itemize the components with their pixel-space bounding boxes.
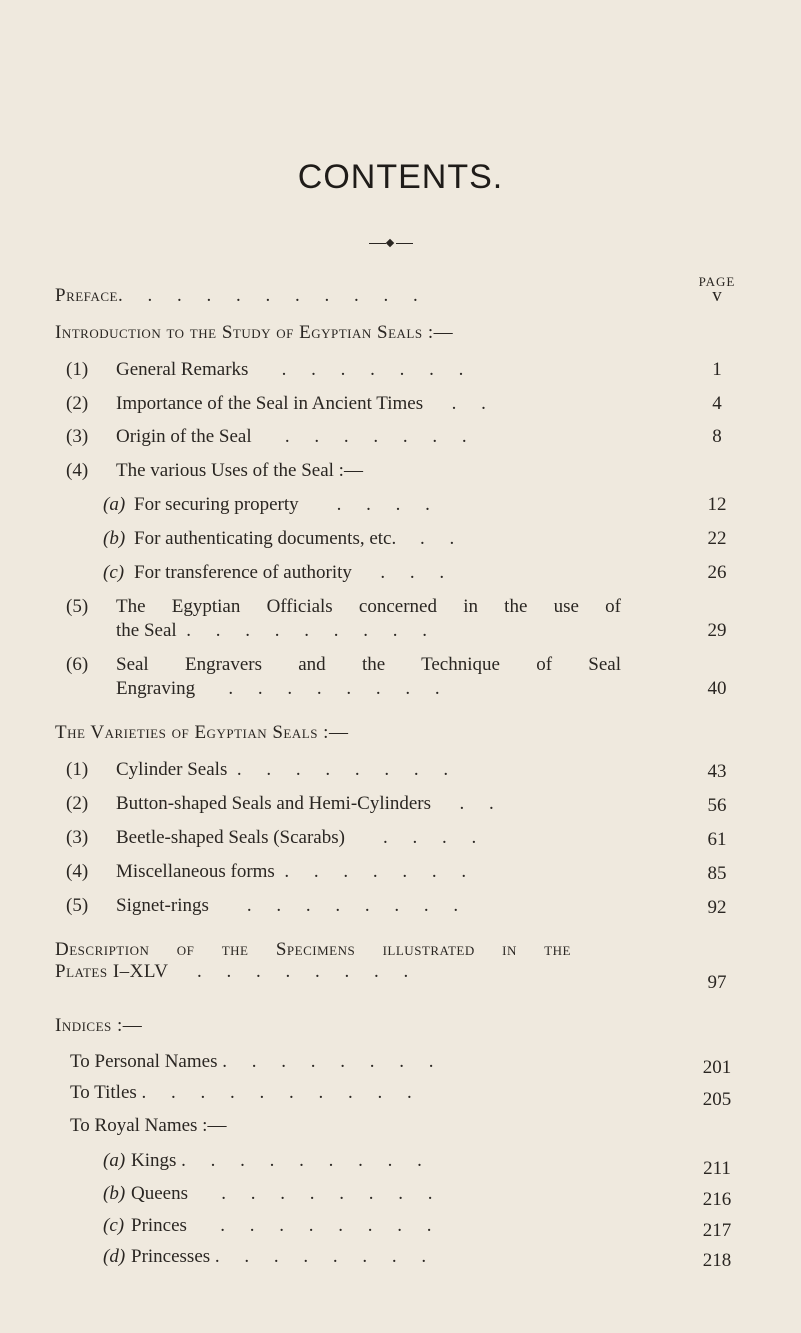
diamond-icon [386, 239, 394, 247]
page-number: 217 [702, 1220, 732, 1241]
entry-number: (a) [103, 494, 126, 515]
toc-entry[interactable] [70, 1082, 422, 1104]
entry-label: Cylinder Seals [116, 759, 228, 780]
leader-dots: . . [459, 793, 504, 814]
toc-subentry[interactable] [103, 1246, 436, 1268]
toc-entry[interactable] [66, 861, 476, 883]
leader-dots: . . . . . . . . [222, 1051, 444, 1072]
toc-subentry[interactable] [103, 1215, 441, 1237]
toc-subentry[interactable] [103, 1183, 442, 1205]
page-title: CONTENTS. [297, 158, 504, 196]
section-heading-indices: Indices :— [55, 1015, 143, 1036]
entry-number: (4) [66, 861, 89, 882]
leader-dots: . . . . . . . [284, 426, 477, 447]
section-heading-description[interactable] [55, 939, 571, 961]
leader-dots: . . . . . . . . [196, 961, 419, 982]
entry-label: Princes [131, 1215, 187, 1236]
toc-entry[interactable] [66, 596, 621, 618]
leader-dots: . . . . . . . . [228, 678, 450, 699]
page-number: 26 [707, 562, 727, 583]
entry-label: General Remarks [116, 359, 249, 380]
entry-number: (6) [66, 654, 89, 675]
entry-label: For transference of authority [134, 562, 352, 583]
toc-entry-continuation[interactable] [116, 678, 450, 700]
page-number: 22 [707, 528, 727, 549]
toc-entry[interactable] [70, 1115, 226, 1137]
entry-label: For securing property [134, 494, 299, 515]
entry-number: (b) [103, 528, 126, 549]
entry-label: To Titles [70, 1082, 137, 1103]
leader-dots: . . . . . . . [281, 359, 474, 380]
entry-number: (c) [103, 1215, 125, 1236]
toc-entry[interactable] [66, 654, 621, 676]
entry-label: Beetle-shaped Seals (Scarabs) [116, 827, 345, 848]
section-heading-introduction: Introduction to the Study of Egyptian Seals :— [55, 322, 454, 343]
leader-dots: . . . . . . . . [220, 1215, 442, 1236]
leader-dots: . . . . . . . . . [181, 1150, 432, 1171]
entry-label: Kings [131, 1150, 177, 1171]
page-number: 211 [703, 1158, 731, 1179]
leader-dots: . . . . . . . . [246, 895, 469, 916]
leader-dots: . . . . . . . . [236, 759, 459, 780]
title-ornament [369, 239, 413, 249]
page-number: 56 [707, 795, 727, 816]
entry-label: Description of the Specimens illustrated in the [55, 939, 571, 960]
page-number: 8 [712, 426, 722, 447]
entry-label: The various Uses of the Seal :— [116, 460, 363, 481]
page-number: 92 [707, 897, 727, 918]
toc-subentry[interactable] [103, 562, 454, 584]
section-heading-varieties: The Varieties of Egyptian Seals :— [55, 722, 349, 743]
leader-dots: . . . . . . . . [214, 1246, 437, 1267]
page-number: 61 [707, 829, 727, 850]
toc-entry[interactable] [66, 895, 468, 917]
page-number: 218 [702, 1250, 732, 1271]
leader-dots: . . . [380, 562, 455, 583]
entry-label: Queens [131, 1183, 188, 1204]
page-number: 85 [707, 863, 727, 884]
entry-label: Importance of the Seal in Ancient Times [116, 393, 424, 414]
entry-number: (5) [66, 596, 89, 617]
page-number: 4 [712, 393, 722, 414]
leader-dots: . . . . [382, 827, 487, 848]
toc-entry[interactable] [66, 426, 477, 448]
entry-label: Engraving [116, 678, 196, 699]
toc-entry[interactable] [66, 359, 473, 381]
toc-subentry[interactable] [103, 494, 440, 516]
entry-number: (4) [66, 460, 89, 481]
toc-entry[interactable] [70, 1051, 443, 1073]
page-number: 29 [707, 620, 727, 641]
entry-number: (2) [66, 793, 89, 814]
entry-number: (c) [103, 562, 125, 583]
entry-label: Princesses [131, 1246, 211, 1267]
toc-entry[interactable] [66, 759, 458, 781]
entry-label: Plates I–XLV [55, 961, 169, 982]
toc-entry[interactable] [66, 827, 486, 849]
entry-label: To Personal Names [70, 1051, 218, 1072]
page-column-header: PAGE [698, 274, 736, 289]
toc-entry[interactable] [66, 393, 496, 415]
page-number: 201 [702, 1057, 732, 1078]
leader-dots: . . [451, 393, 496, 414]
entry-label: Preface [55, 285, 118, 306]
ornament-rule-left [369, 243, 386, 244]
entry-number: (b) [103, 1183, 126, 1204]
toc-entry[interactable] [66, 793, 504, 815]
page-number: 216 [702, 1189, 732, 1210]
leader-dots: . . . . . . . [284, 861, 477, 882]
page-number: 1 [712, 359, 722, 380]
entry-number: (1) [66, 359, 89, 380]
toc-subentry[interactable] [103, 1150, 432, 1172]
entry-number: (3) [66, 827, 89, 848]
ornament-rule-right [396, 243, 413, 244]
entry-label: Origin of the Seal [116, 426, 252, 447]
toc-entry[interactable] [66, 460, 363, 482]
toc-entry-continuation[interactable] [55, 961, 418, 983]
leader-dots: . . [419, 528, 465, 549]
leader-dots: . . . . . . . . . . . [117, 285, 428, 306]
leader-dots: . . . . . . . . . [186, 620, 437, 641]
page-number: 40 [707, 678, 727, 699]
toc-subentry[interactable] [103, 528, 464, 550]
entry-label: Miscellaneous forms [116, 861, 275, 882]
page-number: v [712, 285, 722, 306]
toc-entry-continuation[interactable] [116, 620, 437, 642]
entry-label: Signet-rings [116, 895, 209, 916]
entry-label: For authenticating documents, etc. [134, 528, 397, 549]
page-number: 43 [707, 761, 727, 782]
toc-entry-preface[interactable] [55, 285, 428, 307]
entry-label: The Egyptian Officials concerned in the use of [116, 596, 621, 617]
entry-label: Button-shaped Seals and Hemi-Cylinders [116, 793, 432, 814]
entry-label: the Seal [116, 620, 177, 641]
leader-dots: . . . . . . . . . . [141, 1082, 422, 1103]
entry-number: (d) [103, 1246, 126, 1267]
entry-number: (5) [66, 895, 89, 916]
entry-number: (2) [66, 393, 89, 414]
page-number: 97 [707, 972, 727, 993]
entry-label: To Royal Names :— [70, 1115, 227, 1136]
page-number: 12 [707, 494, 727, 515]
entry-label: Seal Engravers and the Technique of Seal [116, 654, 621, 675]
entry-number: (a) [103, 1150, 126, 1171]
leader-dots: . . . . [336, 494, 440, 515]
entry-number: (1) [66, 759, 89, 780]
entry-number: (3) [66, 426, 89, 447]
leader-dots: . . . . . . . . [221, 1183, 443, 1204]
page-number: 205 [702, 1089, 732, 1110]
